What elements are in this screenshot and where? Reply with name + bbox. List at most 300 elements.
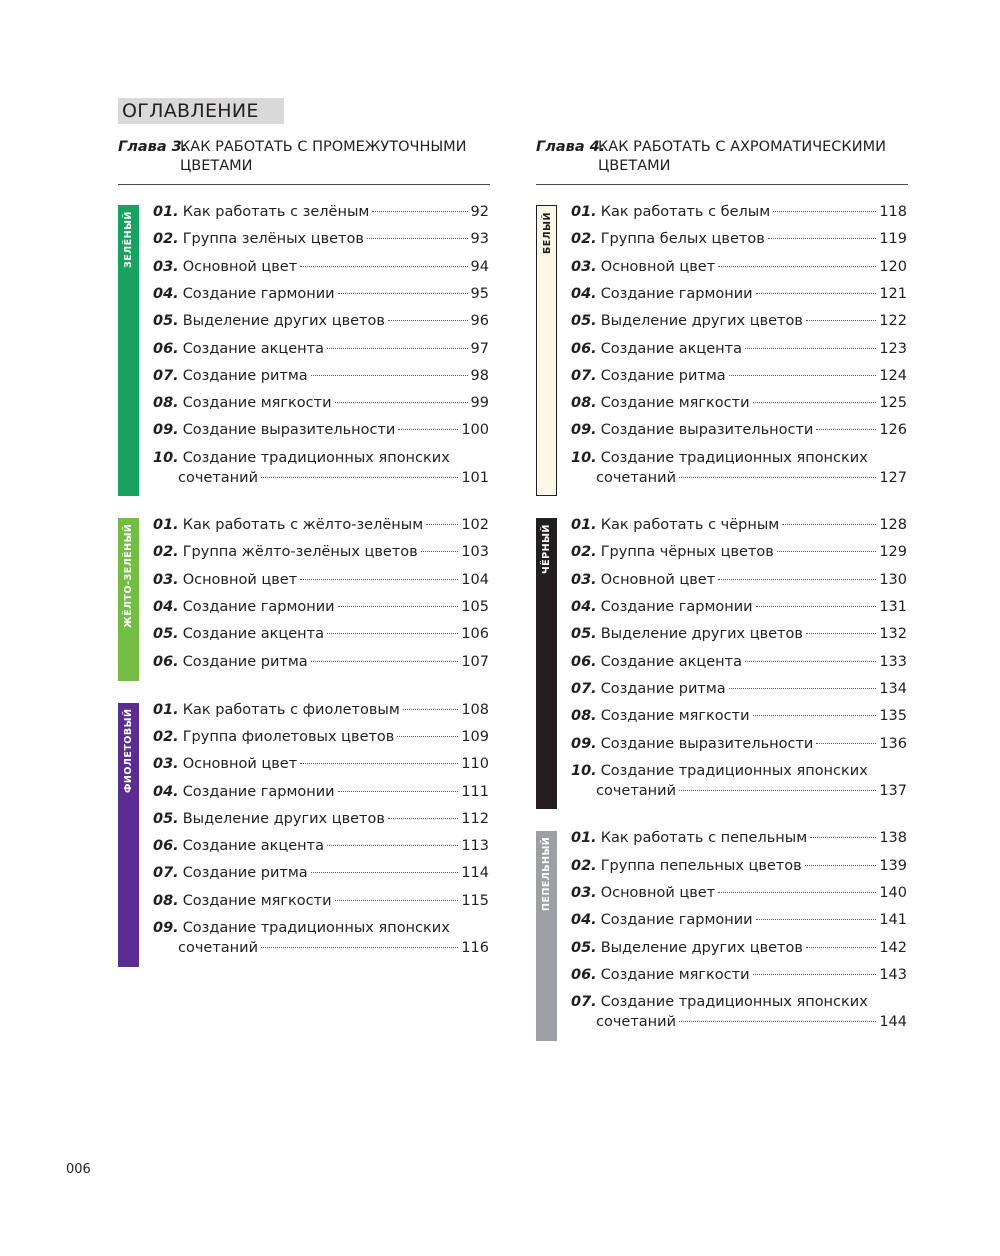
toc-entry[interactable] bbox=[153, 202, 489, 222]
entry-title: Основной цвет bbox=[182, 258, 298, 275]
dot-leader bbox=[327, 633, 458, 634]
dot-leader bbox=[300, 579, 458, 580]
chapter-heading bbox=[118, 138, 490, 185]
entry-page: 134 bbox=[879, 680, 907, 697]
entry-line bbox=[153, 448, 489, 468]
entry-line bbox=[153, 468, 489, 488]
entry-number: 05. bbox=[571, 313, 597, 330]
toc-entry[interactable] bbox=[153, 448, 489, 488]
entry-title: Создание гармонии bbox=[182, 599, 335, 616]
toc-entry[interactable] bbox=[571, 257, 907, 277]
entry-title: Создание мягкости bbox=[600, 395, 750, 412]
entry-line bbox=[571, 992, 907, 1012]
entry-page: 133 bbox=[879, 653, 907, 670]
chapter-title: КАК РАБОТАТЬ С АХРОМАТИЧЕСКИМИ ЦВЕТАМИ bbox=[598, 139, 886, 174]
color-section bbox=[118, 205, 490, 496]
toc-entry[interactable] bbox=[153, 420, 489, 440]
toc-entry[interactable] bbox=[153, 515, 489, 535]
entry-page: 139 bbox=[879, 857, 907, 874]
entry-page: 113 bbox=[461, 838, 489, 855]
entry-title: Создание акцента bbox=[182, 838, 324, 855]
entry-line bbox=[571, 1012, 907, 1032]
dot-leader bbox=[327, 845, 458, 846]
dot-leader bbox=[398, 429, 458, 430]
entry-page: 126 bbox=[879, 422, 907, 439]
entry-number: 08. bbox=[153, 892, 179, 909]
dot-leader bbox=[729, 375, 877, 376]
chapter-heading bbox=[536, 138, 908, 185]
dot-leader bbox=[810, 837, 876, 838]
dot-leader bbox=[311, 661, 459, 662]
entry-number: 06. bbox=[571, 340, 597, 357]
dot-leader bbox=[426, 524, 458, 525]
entry-title: Основной цвет bbox=[600, 258, 716, 275]
entry-number: 09. bbox=[571, 422, 597, 439]
section-color-bar bbox=[536, 518, 557, 809]
dot-leader bbox=[718, 579, 876, 580]
entry-page: 99 bbox=[470, 395, 489, 412]
dot-leader bbox=[753, 715, 877, 716]
entry-title: Выделение других цветов bbox=[182, 810, 385, 827]
entry-line bbox=[571, 781, 907, 801]
entry-page: 98 bbox=[470, 367, 489, 384]
entry-page: 94 bbox=[470, 258, 489, 275]
toc-entry[interactable] bbox=[153, 836, 489, 856]
dot-leader bbox=[311, 872, 459, 873]
chapter-4-column bbox=[536, 138, 908, 1031]
entry-title-cont: сочетаний bbox=[596, 469, 676, 486]
entry-number: 07. bbox=[153, 367, 179, 384]
dot-leader bbox=[388, 818, 458, 819]
toc-entry[interactable] bbox=[571, 624, 907, 644]
entry-title: Создание гармонии bbox=[182, 783, 335, 800]
toc-entry[interactable] bbox=[571, 761, 907, 801]
toc-entry[interactable] bbox=[571, 910, 907, 930]
entry-page: 121 bbox=[879, 285, 907, 302]
toc-entry[interactable] bbox=[153, 754, 489, 774]
color-section bbox=[536, 831, 908, 1040]
entry-title: Как работать с чёрным bbox=[600, 517, 780, 534]
entry-page: 97 bbox=[470, 340, 489, 357]
entry-number: 09. bbox=[571, 735, 597, 752]
entry-number: 01. bbox=[571, 517, 597, 534]
entry-number: 08. bbox=[571, 395, 597, 412]
toc-entry[interactable] bbox=[571, 828, 907, 848]
toc-entry[interactable] bbox=[571, 706, 907, 726]
dot-leader bbox=[372, 211, 467, 212]
entry-number: 04. bbox=[571, 912, 597, 929]
entry-page: 124 bbox=[879, 367, 907, 384]
entry-title: Как работать с белым bbox=[600, 204, 771, 220]
dot-leader bbox=[756, 293, 877, 294]
dot-leader bbox=[679, 1021, 876, 1022]
entry-page: 144 bbox=[879, 1014, 907, 1031]
toc-entry[interactable] bbox=[153, 366, 489, 386]
entry-number: 08. bbox=[571, 708, 597, 725]
dot-leader bbox=[403, 709, 459, 710]
entry-title: Выделение других цветов bbox=[182, 313, 385, 330]
entry-title: Создание ритма bbox=[600, 680, 726, 697]
entry-number: 02. bbox=[153, 544, 179, 561]
entry-title: Выделение других цветов bbox=[600, 313, 803, 330]
dot-leader bbox=[338, 606, 459, 607]
entry-title: Группа зелёных цветов bbox=[182, 231, 364, 248]
toc-entry[interactable] bbox=[571, 515, 907, 535]
entry-number: 02. bbox=[153, 728, 179, 745]
toc-entry[interactable] bbox=[571, 679, 907, 699]
entry-page: 140 bbox=[879, 884, 907, 901]
entry-page: 101 bbox=[461, 469, 489, 486]
entry-number: 04. bbox=[571, 285, 597, 302]
entry-page: 125 bbox=[879, 395, 907, 412]
dot-leader bbox=[782, 524, 876, 525]
entry-number: 03. bbox=[571, 258, 597, 275]
dot-leader bbox=[768, 238, 877, 239]
color-section bbox=[536, 518, 908, 809]
entry-title-cont: сочетаний bbox=[596, 1014, 676, 1031]
toc-entry[interactable] bbox=[571, 366, 907, 386]
entry-page: 93 bbox=[470, 231, 489, 248]
entry-number: 03. bbox=[153, 258, 179, 275]
toc-entry[interactable] bbox=[153, 597, 489, 617]
entry-number: 03. bbox=[571, 571, 597, 588]
dot-leader bbox=[806, 633, 876, 634]
chapter-title: КАК РАБОТАТЬ С ПРОМЕЖУТОЧНЫМИ ЦВЕТАМИ bbox=[180, 139, 467, 174]
toc-entry[interactable] bbox=[153, 809, 489, 829]
entry-title: Создание гармонии bbox=[600, 599, 753, 616]
entry-title: Основной цвет bbox=[182, 756, 298, 773]
entry-page: 143 bbox=[879, 966, 907, 983]
entry-page: 112 bbox=[461, 810, 489, 827]
entry-page: 122 bbox=[879, 313, 907, 330]
dot-leader bbox=[718, 892, 876, 893]
section-color-bar bbox=[118, 518, 139, 681]
entry-line bbox=[571, 761, 907, 781]
section-color-bar bbox=[118, 703, 139, 967]
toc-entry[interactable] bbox=[153, 891, 489, 911]
entry-number: 02. bbox=[571, 857, 597, 874]
entry-title: Основной цвет bbox=[182, 571, 298, 588]
entry-title: Создание мягкости bbox=[182, 892, 332, 909]
entry-title-cont: сочетаний bbox=[178, 940, 258, 957]
toc-entry[interactable] bbox=[571, 393, 907, 413]
entry-page: 132 bbox=[879, 626, 907, 643]
entry-page: 131 bbox=[879, 599, 907, 616]
entry-page: 92 bbox=[470, 204, 489, 220]
chapter-3-column bbox=[118, 138, 490, 957]
entry-page: 138 bbox=[879, 830, 907, 847]
dot-leader bbox=[718, 266, 876, 267]
page-number: 006 bbox=[66, 1162, 91, 1177]
toc-entry[interactable] bbox=[571, 202, 907, 222]
entry-number: 02. bbox=[153, 231, 179, 248]
entry-title: Создание традиционных японских bbox=[600, 762, 868, 779]
toc-entry[interactable] bbox=[571, 992, 907, 1032]
entry-title: Создание традиционных японских bbox=[182, 920, 450, 937]
entry-title: Создание акцента bbox=[182, 626, 324, 643]
entry-page: 104 bbox=[461, 571, 489, 588]
entry-title: Создание мягкости bbox=[182, 395, 332, 412]
entry-page: 115 bbox=[461, 892, 489, 909]
entry-title: Как работать с фиолетовым bbox=[182, 701, 400, 718]
entry-page: 141 bbox=[879, 912, 907, 929]
entry-number: 07. bbox=[571, 680, 597, 697]
entry-title: Группа белых цветов bbox=[600, 231, 765, 248]
toc-entry[interactable] bbox=[571, 339, 907, 359]
dot-leader bbox=[679, 790, 876, 791]
entry-number: 04. bbox=[153, 599, 179, 616]
entry-number: 05. bbox=[153, 810, 179, 827]
dot-leader bbox=[300, 266, 467, 267]
dot-leader bbox=[777, 551, 877, 552]
toc-entry[interactable] bbox=[571, 420, 907, 440]
entry-title: Создание ритма bbox=[600, 367, 726, 384]
entry-number: 06. bbox=[153, 340, 179, 357]
entry-title: Создание выразительности bbox=[600, 422, 814, 439]
entry-number: 01. bbox=[153, 204, 179, 220]
toc-entry[interactable] bbox=[153, 624, 489, 644]
entry-page: 136 bbox=[879, 735, 907, 752]
entry-title: Основной цвет bbox=[600, 884, 716, 901]
entry-line bbox=[571, 448, 907, 468]
entry-number: 05. bbox=[571, 939, 597, 956]
color-section bbox=[118, 518, 490, 681]
entry-page: 111 bbox=[461, 783, 489, 800]
entry-title: Как работать с зелёным bbox=[182, 204, 370, 220]
entry-number: 04. bbox=[153, 783, 179, 800]
toc-entry[interactable] bbox=[153, 570, 489, 590]
toc-entry[interactable] bbox=[153, 782, 489, 802]
dot-leader bbox=[421, 551, 459, 552]
entry-title: Выделение других цветов bbox=[600, 626, 803, 643]
entry-line bbox=[153, 918, 489, 938]
chapter-prefix: Глава 3. bbox=[118, 139, 188, 155]
entry-page: 105 bbox=[461, 599, 489, 616]
toc-entry[interactable] bbox=[571, 734, 907, 754]
toc-entry[interactable] bbox=[153, 727, 489, 747]
entry-number: 09. bbox=[153, 920, 179, 937]
entry-page: 107 bbox=[461, 653, 489, 670]
entry-title: Группа чёрных цветов bbox=[600, 544, 774, 561]
entry-title: Создание традиционных японских bbox=[182, 449, 450, 466]
entry-page: 142 bbox=[879, 939, 907, 956]
toc-entry[interactable] bbox=[571, 229, 907, 249]
entry-number: 03. bbox=[153, 756, 179, 773]
dot-leader bbox=[773, 211, 876, 212]
entry-title: Группа фиолетовых цветов bbox=[182, 728, 395, 745]
entry-title: Создание выразительности bbox=[600, 735, 814, 752]
entry-page: 102 bbox=[461, 517, 489, 534]
entry-title-cont: сочетаний bbox=[596, 782, 676, 799]
toc-entry[interactable] bbox=[571, 965, 907, 985]
entry-number: 07. bbox=[571, 994, 597, 1011]
entry-page: 137 bbox=[879, 782, 907, 799]
toc-entry[interactable] bbox=[571, 448, 907, 488]
entry-title: Создание ритма bbox=[182, 865, 308, 882]
section-color-bar bbox=[536, 831, 557, 1040]
entry-number: 04. bbox=[153, 285, 179, 302]
dot-leader bbox=[679, 477, 876, 478]
color-section bbox=[118, 703, 490, 967]
dot-leader bbox=[261, 477, 458, 478]
entry-page: 135 bbox=[879, 708, 907, 725]
entry-title: Создание гармонии bbox=[600, 285, 753, 302]
entry-number: 08. bbox=[153, 395, 179, 412]
dot-leader bbox=[388, 320, 468, 321]
entry-page: 128 bbox=[879, 517, 907, 534]
dot-leader bbox=[335, 900, 459, 901]
section-label: ЖЁЛТО-ЗЕЛЁНЫЙ bbox=[123, 524, 134, 629]
toc-entry[interactable] bbox=[153, 652, 489, 672]
entry-title: Как работать с пепельным bbox=[600, 830, 808, 847]
section-label: ЧЁРНЫЙ bbox=[541, 524, 552, 575]
entry-number: 02. bbox=[571, 231, 597, 248]
toc-entry[interactable] bbox=[153, 339, 489, 359]
entry-page: 130 bbox=[879, 571, 907, 588]
dot-leader bbox=[338, 293, 468, 294]
entry-page: 95 bbox=[470, 285, 489, 302]
color-section bbox=[536, 205, 908, 496]
entry-title: Создание ритма bbox=[182, 653, 308, 670]
entry-title: Создание гармонии bbox=[182, 285, 335, 302]
entry-page: 119 bbox=[879, 231, 907, 248]
entry-title: Группа пепельных цветов bbox=[600, 857, 802, 874]
entry-page: 127 bbox=[879, 469, 907, 486]
dot-leader bbox=[745, 661, 876, 662]
entry-title: Основной цвет bbox=[600, 571, 716, 588]
entry-title: Создание мягкости bbox=[600, 708, 750, 725]
entry-title: Создание выразительности bbox=[182, 422, 396, 439]
entry-number: 09. bbox=[153, 422, 179, 439]
entry-number: 05. bbox=[153, 313, 179, 330]
entry-number: 03. bbox=[571, 884, 597, 901]
entry-page: 100 bbox=[461, 422, 489, 439]
dot-leader bbox=[816, 429, 876, 430]
entry-number: 02. bbox=[571, 544, 597, 561]
toc-entry[interactable] bbox=[153, 700, 489, 720]
toc-entry[interactable] bbox=[571, 597, 907, 617]
dot-leader bbox=[805, 865, 877, 866]
toc-entry[interactable] bbox=[153, 542, 489, 562]
toc-entry[interactable] bbox=[153, 863, 489, 883]
entry-number: 10. bbox=[571, 762, 597, 779]
entry-title: Создание акцента bbox=[600, 340, 742, 357]
dot-leader bbox=[261, 947, 458, 948]
entry-title: Создание гармонии bbox=[600, 912, 753, 929]
entry-number: 01. bbox=[153, 701, 179, 718]
entry-page: 109 bbox=[461, 728, 489, 745]
entry-page: 123 bbox=[879, 340, 907, 357]
entry-number: 06. bbox=[571, 653, 597, 670]
dot-leader bbox=[367, 238, 468, 239]
dot-leader bbox=[745, 348, 876, 349]
section-label: БЕЛЫЙ bbox=[542, 212, 553, 254]
toc-entry[interactable] bbox=[571, 311, 907, 331]
toc-title: ОГЛАВЛЕНИЕ bbox=[118, 98, 284, 124]
entry-title: Группа жёлто-зелёных цветов bbox=[182, 544, 418, 561]
entry-page: 116 bbox=[461, 940, 489, 957]
dot-leader bbox=[327, 348, 468, 349]
toc-entry[interactable] bbox=[571, 883, 907, 903]
toc-entry[interactable] bbox=[153, 257, 489, 277]
section-label: ЗЕЛЁНЫЙ bbox=[123, 211, 134, 268]
toc-entry[interactable] bbox=[571, 542, 907, 562]
toc-entry[interactable] bbox=[153, 918, 489, 958]
toc-entry[interactable] bbox=[571, 284, 907, 304]
toc-entry[interactable] bbox=[571, 652, 907, 672]
entry-number: 07. bbox=[571, 367, 597, 384]
dot-leader bbox=[300, 763, 458, 764]
entry-title: Создание традиционных японских bbox=[600, 449, 868, 466]
toc-entry[interactable] bbox=[153, 393, 489, 413]
toc-entry[interactable] bbox=[153, 229, 489, 249]
dot-leader bbox=[806, 320, 876, 321]
toc-entry[interactable] bbox=[571, 856, 907, 876]
entry-number: 03. bbox=[153, 571, 179, 588]
entry-page: 129 bbox=[879, 544, 907, 561]
chapter-prefix: Глава 4. bbox=[536, 139, 606, 155]
toc-entry[interactable] bbox=[571, 570, 907, 590]
entry-number: 06. bbox=[153, 653, 179, 670]
entry-number: 06. bbox=[153, 838, 179, 855]
section-color-bar bbox=[536, 205, 557, 496]
toc-entry[interactable] bbox=[153, 284, 489, 304]
dot-leader bbox=[756, 606, 877, 607]
entry-line bbox=[153, 938, 489, 958]
entry-page: 114 bbox=[461, 865, 489, 882]
toc-entry[interactable] bbox=[153, 311, 489, 331]
entry-title-cont: сочетаний bbox=[178, 469, 258, 486]
entry-number: 01. bbox=[153, 517, 179, 534]
dot-leader bbox=[753, 402, 877, 403]
entry-number: 01. bbox=[571, 204, 597, 220]
entry-page: 96 bbox=[470, 313, 489, 330]
dot-leader bbox=[335, 402, 468, 403]
dot-leader bbox=[397, 736, 458, 737]
dot-leader bbox=[756, 919, 877, 920]
entry-number: 10. bbox=[571, 449, 597, 466]
dot-leader bbox=[311, 375, 468, 376]
entry-title: Создание акцента bbox=[600, 653, 742, 670]
toc-entry[interactable] bbox=[571, 938, 907, 958]
entry-number: 05. bbox=[571, 626, 597, 643]
entry-page: 108 bbox=[461, 701, 489, 718]
dot-leader bbox=[729, 688, 877, 689]
entry-title: Создание традиционных японских bbox=[600, 994, 868, 1011]
entry-number: 06. bbox=[571, 966, 597, 983]
entry-number: 07. bbox=[153, 865, 179, 882]
dot-leader bbox=[816, 743, 876, 744]
entry-title: Выделение других цветов bbox=[600, 939, 803, 956]
entry-title: Создание мягкости bbox=[600, 966, 750, 983]
entry-title: Создание ритма bbox=[182, 367, 308, 384]
section-label: ПЕПЕЛЬНЫЙ bbox=[541, 837, 552, 912]
entry-page: 110 bbox=[461, 756, 489, 773]
entry-page: 118 bbox=[879, 204, 907, 220]
entry-number: 10. bbox=[153, 449, 179, 466]
dot-leader bbox=[806, 947, 876, 948]
entry-number: 01. bbox=[571, 830, 597, 847]
entry-title: Как работать с жёлто-зелёным bbox=[182, 517, 424, 534]
entry-page: 106 bbox=[461, 626, 489, 643]
section-color-bar bbox=[118, 205, 139, 496]
entry-page: 120 bbox=[879, 258, 907, 275]
entry-line bbox=[571, 468, 907, 488]
section-label: ФИОЛЕТОВЫЙ bbox=[123, 708, 134, 794]
entry-title: Создание акцента bbox=[182, 340, 324, 357]
entry-number: 04. bbox=[571, 599, 597, 616]
entry-page: 103 bbox=[461, 544, 489, 561]
